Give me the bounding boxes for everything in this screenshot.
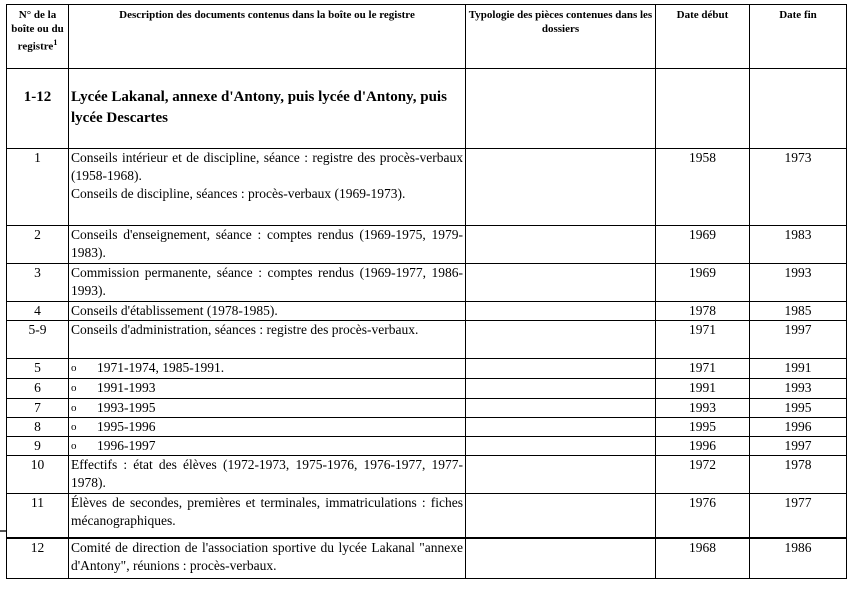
section-typology	[466, 69, 656, 149]
description-cell	[69, 456, 466, 494]
section-number: 1-12	[7, 69, 69, 149]
description-text: Commission permanente, séance : comptes rendus (1969-1977, 1986-1993).	[71, 265, 463, 298]
table-row	[7, 418, 847, 437]
table-row	[7, 321, 847, 359]
section-title: Lycée Lakanal, annexe d'Antony, puis lycée d'Antony, puis lycée Descartes	[69, 69, 466, 149]
start-date: 1969	[656, 226, 750, 264]
description-cell	[69, 226, 466, 264]
start-date: 1976	[656, 494, 750, 538]
header-box-number: N° de la boîte ou du registre$^1$	[7, 5, 69, 69]
end-date: 1983	[750, 226, 847, 264]
description-text: 1995-1996	[97, 419, 156, 434]
typology-cell	[466, 456, 656, 494]
description-cell	[69, 494, 466, 538]
end-date: 1996	[750, 418, 847, 437]
start-date: 1971	[656, 321, 750, 359]
bullet-icon: o	[71, 382, 77, 394]
start-date: 1969	[656, 264, 750, 302]
table-row	[7, 379, 847, 399]
end-date: 1973	[750, 149, 847, 226]
description-text: Comité de direction de l'association sportive du lycée Lakanal "annexe d'Antony", réunions : procès-verbaux.	[71, 539, 463, 573]
description-cell	[69, 437, 466, 456]
end-date: 1977	[750, 494, 847, 538]
typology-cell	[466, 399, 656, 418]
bullet-icon: o	[71, 402, 77, 414]
description-text: Élèves de secondes, premières et terminales, immatriculations : fiches mécanographiques.	[71, 495, 463, 528]
box-number: 11	[7, 494, 69, 538]
typology-cell	[466, 437, 656, 456]
box-number: 10	[7, 456, 69, 494]
bullet-icon: o	[71, 362, 77, 374]
box-number: 6	[7, 379, 69, 399]
description-cell	[69, 149, 466, 226]
description-cell	[69, 264, 466, 302]
start-date: 1996	[656, 437, 750, 456]
inventory-table	[6, 4, 847, 579]
header-row	[7, 5, 847, 69]
typology-cell	[466, 379, 656, 399]
header-end-date: Date fin	[750, 5, 847, 69]
bullet-icon: o	[71, 440, 77, 452]
end-date: 1991	[750, 359, 847, 379]
start-date: 1995	[656, 418, 750, 437]
box-number: 5-9	[7, 321, 69, 359]
description-text: Conseils intérieur et de discipline, séance : registre des procès-verbaux (1958-1968).	[71, 150, 463, 183]
description-text: Conseils d'établissement (1978-1985).	[71, 303, 278, 318]
end-date: 1993	[750, 379, 847, 399]
description-cell	[69, 399, 466, 418]
start-date: 1971	[656, 359, 750, 379]
description-text: Effectifs : état des élèves (1972-1973, 1975-1976, 1976-1977, 1977-1978).	[71, 457, 463, 490]
start-date: 1968	[656, 538, 750, 579]
table-row	[7, 538, 847, 579]
end-date: 1997	[750, 437, 847, 456]
typology-cell	[466, 494, 656, 538]
box-number: 2	[7, 226, 69, 264]
table-row	[7, 264, 847, 302]
description-cell	[69, 359, 466, 379]
typology-cell	[466, 149, 656, 226]
end-date: 1995	[750, 399, 847, 418]
typology-cell	[466, 359, 656, 379]
description-text: Conseils d'administration, séances : registre des procès-verbaux.	[71, 322, 419, 337]
end-date: 1978	[750, 456, 847, 494]
description-text: 1993-1995	[97, 400, 156, 415]
typology-cell	[466, 264, 656, 302]
end-date: 1985	[750, 302, 847, 321]
description-text: 1996-1997	[97, 438, 156, 453]
end-date: 1993	[750, 264, 847, 302]
typology-cell	[466, 302, 656, 321]
start-date: 1993	[656, 399, 750, 418]
footnote-mark: 1	[53, 38, 58, 47]
header-description: Description des documents contenus dans la boîte ou le registre	[69, 5, 466, 69]
typology-cell	[466, 418, 656, 437]
box-number: 9	[7, 437, 69, 456]
description-cell	[69, 418, 466, 437]
end-date: 1986	[750, 538, 847, 579]
description-text: 1991-1993	[97, 380, 156, 395]
table-row	[7, 399, 847, 418]
table-row	[7, 494, 847, 538]
box-number: 5	[7, 359, 69, 379]
description-cell	[69, 379, 466, 399]
box-number: 3	[7, 264, 69, 302]
bullet-icon: o	[71, 421, 77, 433]
start-date: 1978	[656, 302, 750, 321]
table-row	[7, 226, 847, 264]
description-text: Conseils d'enseignement, séance : comptes rendus (1969-1975, 1979-1983).	[71, 227, 463, 260]
description-text: Conseils de discipline, séances : procès-verbaux (1969-1973).	[71, 186, 406, 201]
description-cell	[69, 321, 466, 359]
start-date: 1972	[656, 456, 750, 494]
header-typology: Typologie des pièces contenues dans les dossiers	[466, 5, 656, 69]
section-row	[7, 69, 847, 149]
table-row	[7, 149, 847, 226]
typology-cell	[466, 538, 656, 579]
start-date: 1991	[656, 379, 750, 399]
end-date: 1997	[750, 321, 847, 359]
description-cell	[69, 302, 466, 321]
typology-cell	[466, 226, 656, 264]
box-number: 12	[7, 538, 69, 579]
box-number: 8	[7, 418, 69, 437]
table-row	[7, 359, 847, 379]
table-row	[7, 302, 847, 321]
box-number: 4	[7, 302, 69, 321]
box-number: 1	[7, 149, 69, 226]
table-row	[7, 437, 847, 456]
start-date: 1958	[656, 149, 750, 226]
header-start-date: Date début	[656, 5, 750, 69]
description-cell	[69, 538, 466, 579]
section-start	[656, 69, 750, 149]
description-text: 1971-1974, 1985-1991.	[97, 360, 225, 375]
table-row	[7, 456, 847, 494]
section-end	[750, 69, 847, 149]
box-number: 7	[7, 399, 69, 418]
typology-cell	[466, 321, 656, 359]
